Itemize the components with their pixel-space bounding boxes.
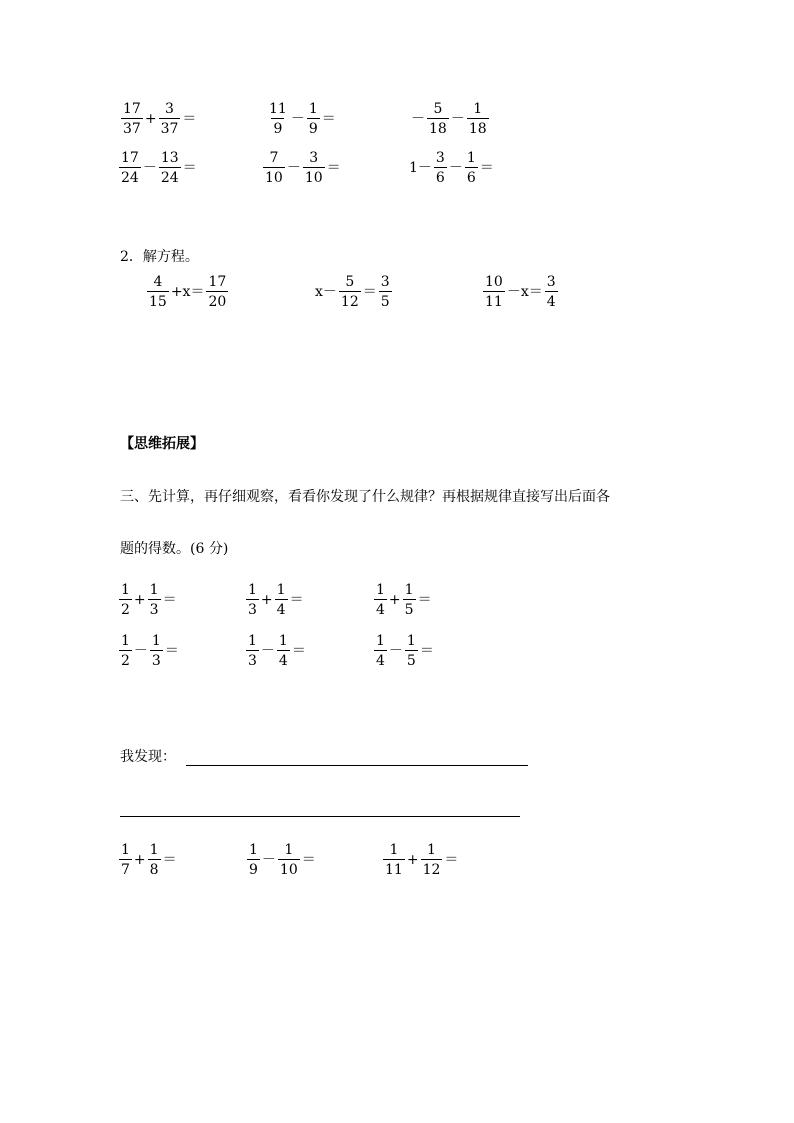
denominator: 7	[119, 859, 132, 877]
denominator: 9	[271, 118, 284, 136]
problem-r1-1	[120, 102, 197, 136]
question-line-1: 三、先计算，再仔细观察，看看你发现了什么规律？再根据规律直接写出后面各	[120, 489, 610, 505]
operator: －	[448, 160, 463, 176]
operator: ＝	[417, 592, 432, 608]
equation-3	[482, 275, 559, 309]
operator: ＝	[301, 852, 316, 868]
numerator: 3	[380, 274, 390, 290]
denominator: 3	[148, 599, 161, 617]
answer-line-1[interactable]	[186, 765, 528, 766]
denominator: 5	[405, 650, 418, 668]
numerator: 1	[121, 633, 130, 649]
denominator: 2	[119, 599, 132, 617]
numerator: 10	[485, 274, 503, 290]
operator: ＝	[291, 643, 306, 659]
denominator: 24	[119, 167, 141, 185]
denominator: 2	[119, 650, 132, 668]
denominator: 37	[159, 118, 181, 136]
numerator: 5	[433, 101, 443, 117]
denominator: 11	[483, 291, 505, 309]
numerator: 1	[473, 101, 483, 117]
fraction	[119, 583, 132, 617]
numerator: 1	[149, 582, 159, 598]
numerator: 1	[276, 582, 286, 598]
operator: ＝	[289, 592, 304, 608]
apply-1	[118, 843, 178, 877]
fraction	[246, 634, 259, 668]
numerator: 17	[121, 150, 139, 166]
numerator: 3	[309, 150, 319, 166]
denominator: 5	[403, 599, 416, 617]
denominator: 18	[427, 118, 449, 136]
operator: ＝	[321, 111, 336, 127]
fraction	[119, 843, 132, 877]
numerator: 1	[249, 842, 258, 858]
operator: ＝	[162, 852, 177, 868]
fraction	[159, 151, 181, 185]
denominator: 18	[467, 118, 489, 136]
numerator: 3	[546, 274, 556, 290]
numerator: 4	[153, 274, 163, 290]
problem-r2-2	[262, 151, 342, 185]
fraction	[150, 634, 163, 668]
fraction	[278, 843, 300, 877]
denominator: 15	[147, 291, 169, 309]
denominator: 10	[278, 859, 300, 877]
fraction	[303, 151, 325, 185]
denominator: 6	[465, 167, 478, 185]
numerator: 1	[121, 582, 130, 598]
denominator: 4	[374, 650, 387, 668]
numerator: 1	[376, 633, 385, 649]
numerator: 1	[404, 582, 414, 598]
fraction	[403, 583, 416, 617]
fraction	[465, 151, 478, 185]
fraction	[379, 275, 392, 309]
operator: －	[261, 852, 276, 868]
apply-2	[246, 843, 317, 877]
operator: －	[286, 160, 301, 176]
numerator: 1	[278, 633, 288, 649]
equation-2	[314, 275, 393, 309]
denominator: 4	[277, 650, 290, 668]
numerator: 3	[435, 150, 445, 166]
operator: 1－	[409, 160, 432, 176]
numerator: 17	[208, 274, 227, 290]
fraction	[467, 102, 489, 136]
numerator: 1	[149, 842, 159, 858]
operator: ＝	[419, 643, 434, 659]
denominator: 9	[307, 118, 320, 136]
fraction	[374, 583, 387, 617]
fraction	[374, 634, 387, 668]
pattern-diff-1	[118, 634, 180, 668]
numerator: 3	[165, 101, 174, 117]
numerator: 7	[269, 150, 279, 166]
pattern-sum-3	[373, 583, 433, 617]
denominator: 10	[263, 167, 285, 185]
fraction	[277, 634, 290, 668]
fraction	[405, 634, 418, 668]
numerator: 1	[376, 582, 385, 598]
operator: －	[260, 643, 275, 659]
fraction	[206, 275, 228, 309]
fraction	[267, 102, 289, 136]
denominator: 12	[339, 291, 361, 309]
numerator: 5	[345, 274, 355, 290]
operator: ＝	[182, 160, 197, 176]
pattern-sum-2	[245, 583, 305, 617]
numerator: 1	[308, 101, 318, 117]
pattern-diff-2	[245, 634, 307, 668]
operator: +	[133, 592, 146, 608]
problem-r1-3	[410, 102, 490, 136]
operator: +	[260, 592, 273, 608]
fraction	[421, 843, 443, 877]
numerator: 1	[466, 150, 476, 166]
operator: +	[406, 852, 419, 868]
fraction	[119, 634, 132, 668]
fraction	[119, 151, 141, 185]
denominator: 24	[159, 167, 181, 185]
fraction	[434, 151, 447, 185]
numerator: 13	[160, 150, 179, 166]
numerator: 1	[121, 842, 130, 858]
answer-line-2[interactable]	[120, 816, 520, 817]
fraction	[263, 151, 285, 185]
pattern-diff-3	[373, 634, 435, 668]
numerator: 1	[248, 633, 257, 649]
fraction	[247, 843, 260, 877]
operator: ＝	[182, 111, 197, 127]
denominator: 8	[148, 859, 161, 877]
fraction	[339, 275, 361, 309]
numerator: 11	[269, 101, 287, 117]
fraction	[545, 275, 558, 309]
fraction	[159, 102, 181, 136]
denominator: 10	[303, 167, 325, 185]
operator: +	[388, 592, 401, 608]
fraction	[148, 843, 161, 877]
denominator: 4	[275, 599, 288, 617]
denominator: 5	[379, 291, 392, 309]
solve-heading: 2．解方程。	[120, 249, 199, 265]
operator: －	[388, 643, 403, 659]
operator: －	[411, 111, 425, 127]
operator: ＝	[362, 284, 377, 300]
fraction	[246, 583, 259, 617]
denominator: 3	[246, 599, 259, 617]
denominator: 3	[150, 650, 163, 668]
discover-label: 我发现：	[120, 749, 176, 765]
operator: +	[133, 852, 146, 868]
operator: －x＝	[506, 284, 543, 300]
denominator: 3	[246, 650, 259, 668]
operator: －	[290, 111, 305, 127]
problem-r2-1	[118, 151, 198, 185]
numerator: 1	[406, 633, 416, 649]
fraction	[147, 275, 169, 309]
problem-r1-2	[266, 102, 337, 136]
operator: ＝	[164, 643, 179, 659]
denominator: 12	[421, 859, 443, 877]
operator: －	[133, 643, 148, 659]
fraction	[483, 275, 505, 309]
numerator: 1	[427, 842, 436, 858]
operator: x－	[315, 284, 337, 300]
operator: ＝	[479, 160, 494, 176]
equation-1	[146, 275, 229, 309]
fraction	[121, 102, 143, 136]
fraction	[275, 583, 288, 617]
denominator: 4	[374, 599, 387, 617]
operator: ＝	[162, 592, 177, 608]
fraction	[307, 102, 320, 136]
operator: ＝	[326, 160, 341, 176]
numerator: 17	[123, 101, 141, 117]
operator: +	[144, 111, 157, 127]
denominator: 6	[434, 167, 447, 185]
operator: ＝	[444, 852, 459, 868]
fraction	[148, 583, 161, 617]
fraction	[383, 843, 405, 877]
denominator: 37	[121, 118, 143, 136]
fraction	[427, 102, 449, 136]
problem-r2-3	[408, 151, 495, 185]
question-line-2: 题的得数。(6 分)	[120, 541, 229, 557]
numerator: 1	[151, 633, 161, 649]
operator: －	[142, 160, 157, 176]
pattern-sum-1	[118, 583, 178, 617]
numerator: 1	[389, 842, 399, 858]
operator: +x＝	[170, 284, 205, 300]
numerator: 1	[248, 582, 257, 598]
denominator: 20	[206, 291, 228, 309]
denominator: 4	[545, 291, 558, 309]
section-heading: 【思维拓展】	[120, 436, 204, 452]
denominator: 9	[247, 859, 260, 877]
apply-3	[382, 843, 459, 877]
operator: －	[450, 111, 465, 127]
denominator: 11	[383, 859, 405, 877]
numerator: 1	[284, 842, 294, 858]
